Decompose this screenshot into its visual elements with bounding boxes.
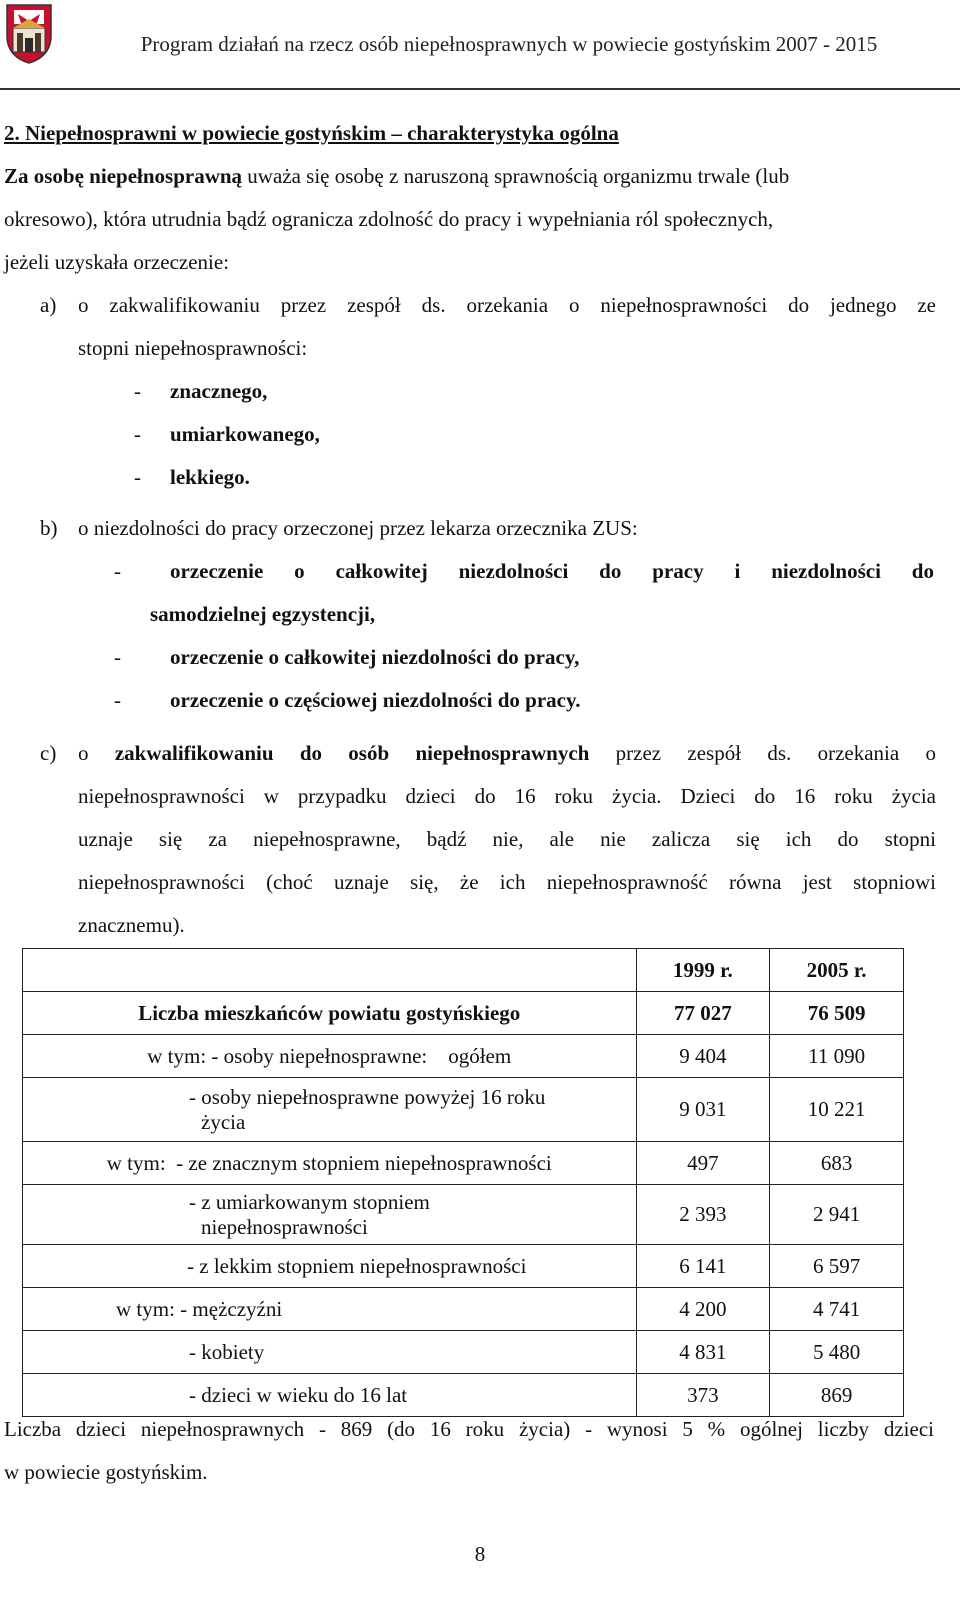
- list-b-item-3: orzeczenie o częściowej niezdolności do pracy.: [170, 688, 581, 712]
- list-a-dash-3: -: [134, 465, 141, 489]
- value-2005: 76 509: [770, 992, 904, 1035]
- row-label: Liczba mieszkańców powiatu gostyńskiego: [23, 992, 637, 1035]
- list-b-line-1: o niezdolności do pracy orzeczonej przez lekarza orzecznika ZUS:: [78, 516, 638, 540]
- table-row: [23, 1288, 904, 1331]
- table-row: [23, 1245, 904, 1288]
- value-1999: 2 393: [636, 1185, 770, 1245]
- intro-line-2: okresowo), która utrudnia bądź ogranicza zdolność do pracy i wypełniania ról społecznych,: [4, 207, 774, 231]
- table-header-empty: [23, 949, 637, 992]
- intro-line-1: [4, 163, 789, 189]
- column-header-2005: 2005 r.: [770, 949, 904, 992]
- document-title: Program działań na rzecz osób niepełnosprawnych w powiecie gostyńskim 2007 - 2015: [140, 32, 878, 56]
- page-number: 8: [474, 1542, 486, 1566]
- row-label-line-1: - z umiarkowanym stopniem: [189, 1189, 430, 1214]
- value-2005: 869: [770, 1374, 904, 1417]
- list-b-item-2: orzeczenie o całkowitej niezdolności do pracy,: [170, 645, 580, 669]
- list-c-line-1-pre: o: [78, 741, 115, 765]
- value-1999: 9 404: [636, 1035, 770, 1078]
- table-header-row: [23, 949, 904, 992]
- row-label: - dzieci w wieku do 16 lat: [23, 1374, 637, 1417]
- table-row: [23, 1185, 904, 1245]
- list-c-line-1: [78, 740, 936, 766]
- value-2005: 10 221: [770, 1078, 904, 1142]
- row-label: w tym: - mężczyźni: [23, 1288, 637, 1331]
- row-label-line-2: życia: [201, 1109, 246, 1134]
- list-a-line-1: o zakwalifikowaniu przez zespół ds. orzekania o niepełnosprawności do jednego ze: [78, 293, 936, 317]
- value-1999: 6 141: [636, 1245, 770, 1288]
- value-1999: 497: [636, 1142, 770, 1185]
- row-label: w tym: - ze znacznym stopniem niepełnosprawności: [23, 1142, 637, 1185]
- intro-rest: uważa się osobę z naruszoną sprawnością organizmu trwale (lub: [242, 164, 790, 188]
- list-c-marker: c): [40, 741, 57, 765]
- table-row: [23, 1078, 904, 1142]
- list-c-line-3: uznaje się za niepełnosprawne, bądź nie, ale nie zalicza się ich do stopni: [78, 827, 936, 851]
- summary-line-1: Liczba dzieci niepełnosprawnych - 869 (do 16 roku życia) - wynosi 5 % ogólnej liczby dzieci: [4, 1417, 934, 1441]
- value-1999: 4 200: [636, 1288, 770, 1331]
- value-2005: 2 941: [770, 1185, 904, 1245]
- row-label: [23, 1185, 637, 1245]
- intro-bold-term: Za osobę niepełnosprawną: [4, 164, 243, 188]
- section-heading: 2. Niepełnosprawni w powiecie gostyńskim – charakterystyka ogólna: [4, 121, 619, 145]
- statistics-table: [22, 948, 904, 1417]
- value-1999: 373: [636, 1374, 770, 1417]
- list-a-marker: a): [40, 293, 57, 317]
- value-2005: 11 090: [770, 1035, 904, 1078]
- summary-line-2: w powiecie gostyńskim.: [4, 1460, 208, 1484]
- value-2005: 5 480: [770, 1331, 904, 1374]
- header-divider: [0, 88, 960, 90]
- row-label: - z lekkim stopniem niepełnosprawności: [23, 1245, 637, 1288]
- list-b-item-1-line-1: orzeczenie o całkowitej niezdolności do pracy i niezdolności do: [170, 559, 934, 583]
- list-c-line-1-post: przez zespół ds. orzekania o: [589, 741, 936, 765]
- coat-of-arms-icon: [4, 2, 54, 64]
- table-row: [23, 1142, 904, 1185]
- list-a-item-3: lekkiego.: [170, 465, 250, 489]
- value-2005: 683: [770, 1142, 904, 1185]
- list-c-line-2: niepełnosprawności w przypadku dzieci do 16 roku życia. Dzieci do 16 roku życia: [78, 784, 936, 808]
- list-a-item-1: znacznego,: [170, 379, 268, 403]
- list-b-item-1-line-2: samodzielnej egzystencji,: [150, 602, 376, 626]
- value-1999: 77 027: [636, 992, 770, 1035]
- list-a-dash-2: -: [134, 422, 141, 446]
- list-b-dash-1: -: [114, 559, 121, 583]
- list-b-marker: b): [40, 516, 58, 540]
- value-1999: 4 831: [636, 1331, 770, 1374]
- list-b-dash-3: -: [114, 688, 121, 712]
- intro-line-3: jeżeli uzyskała orzeczenie:: [4, 250, 230, 274]
- list-a-item-2: umiarkowanego,: [170, 422, 320, 446]
- list-c-line-4: niepełnosprawności (choć uznaje się, że ich niepełnosprawność równa jest stopniowi: [78, 870, 936, 894]
- column-header-1999: 1999 r.: [636, 949, 770, 992]
- table-row: [23, 1374, 904, 1417]
- table-row: [23, 1035, 904, 1078]
- row-label: [23, 1078, 637, 1142]
- table-row: [23, 992, 904, 1035]
- table-row: [23, 1331, 904, 1374]
- list-a-dash-1: -: [134, 379, 141, 403]
- row-label-line-1: - osoby niepełnosprawne powyżej 16 roku: [189, 1084, 546, 1109]
- row-label-line-2: niepełnosprawności: [201, 1214, 368, 1239]
- value-1999: 9 031: [636, 1078, 770, 1142]
- row-label: w tym: - osoby niepełnosprawne: ogółem: [23, 1035, 637, 1078]
- list-c-line-1-bold: zakwalifikowaniu do osób niepełnosprawnych: [114, 741, 590, 765]
- value-2005: 4 741: [770, 1288, 904, 1331]
- list-c-line-5: znacznemu).: [78, 913, 185, 937]
- value-2005: 6 597: [770, 1245, 904, 1288]
- list-b-dash-2: -: [114, 645, 121, 669]
- row-label: - kobiety: [23, 1331, 637, 1374]
- page-header: [0, 0, 960, 90]
- list-a-line-2: stopni niepełnosprawności:: [78, 336, 308, 360]
